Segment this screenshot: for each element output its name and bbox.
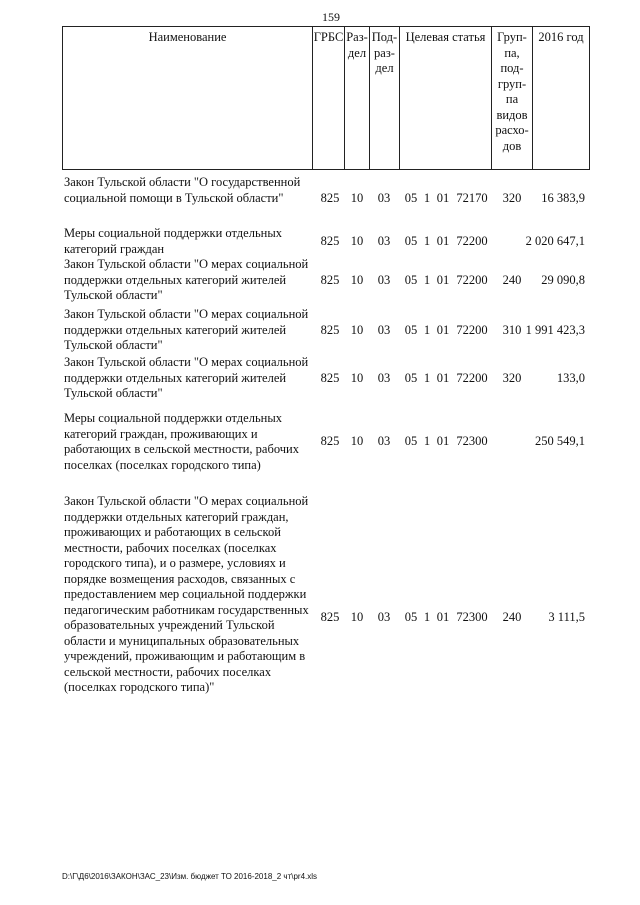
cell-target-main-event: 01 [436, 233, 450, 248]
table-row [62, 355, 588, 402]
cell-target-program: 05 [404, 610, 418, 625]
cell-target-direction: 72200 [456, 233, 488, 248]
header-podrazdel: Под- раз- дел [370, 27, 400, 169]
cell-name: Закон Тульской области "О мерах социальной поддержки отдельных категорий граждан, проживающих и работающих в сельской местности, рабочих поселках (поселках городского типа), и о размере, условиях и порядке возмещения расходов, связанных с предоставлением мер социальной поддержки педагогическим работникам государственных образовательных учреждений Тульской области и муниципальных образовательных учреждений, проживающим и работающим в сельской местности, рабочих поселках (поселках городского типа)" [64, 494, 309, 694]
cell-target-direction: 72200 [456, 370, 488, 385]
cell-podrazdel: 03 [377, 190, 391, 205]
cell-name: Меры социальной поддержки отдельных категорий граждан, проживающих и работающих в сельской местности, рабочих поселках (поселках городского типа) [64, 411, 299, 472]
cell-target-subprogram: 1 [423, 272, 431, 287]
cell-target-direction: 72200 [456, 272, 488, 287]
cell-amount: 250 549,1 [535, 434, 585, 449]
cell-target-program: 05 [404, 233, 418, 248]
cell-target-main-event: 01 [436, 610, 450, 625]
table-header [62, 26, 590, 170]
cell-target-subprogram: 1 [423, 434, 431, 449]
cell-razdel: 10 [350, 190, 364, 205]
cell-amount: 2 020 647,1 [525, 233, 585, 248]
cell-target-main-event: 01 [436, 190, 450, 205]
cell-name: Меры социальной поддержки отдельных категорий граждан [64, 226, 282, 256]
cell-podrazdel: 03 [377, 610, 391, 625]
cell-grbs: 825 [320, 233, 340, 248]
cell-group: 240 [502, 272, 522, 287]
cell-target-direction: 72170 [456, 190, 488, 205]
table-row [62, 494, 588, 742]
cell-amount: 16 383,9 [541, 190, 585, 205]
cell-group: 240 [502, 610, 522, 625]
cell-target-direction: 72300 [456, 610, 488, 625]
table-row [62, 226, 588, 257]
cell-target-subprogram: 1 [423, 370, 431, 385]
cell-target-direction: 72200 [456, 322, 488, 337]
cell-target-subprogram: 1 [423, 322, 431, 337]
cell-grbs: 825 [320, 370, 340, 385]
cell-podrazdel: 03 [377, 370, 391, 385]
cell-target-subprogram: 1 [423, 190, 431, 205]
cell-target-program: 05 [404, 434, 418, 449]
cell-grbs: 825 [320, 190, 340, 205]
cell-razdel: 10 [350, 322, 364, 337]
cell-amount: 133,0 [556, 370, 585, 385]
cell-grbs: 825 [320, 272, 340, 287]
header-grbs: ГРБС [313, 27, 345, 169]
table-row [62, 411, 588, 473]
cell-razdel: 10 [350, 272, 364, 287]
cell-group: 320 [502, 370, 522, 385]
cell-target-main-event: 01 [436, 322, 450, 337]
cell-grbs: 825 [320, 322, 340, 337]
cell-group: 320 [502, 190, 522, 205]
table-row [62, 307, 588, 354]
header-razdel: Раз- дел [345, 27, 370, 169]
header-name: Наименование [63, 27, 313, 169]
table-row [62, 175, 588, 222]
cell-target-main-event: 01 [436, 434, 450, 449]
cell-target-program: 05 [404, 370, 418, 385]
cell-podrazdel: 03 [377, 272, 391, 287]
cell-podrazdel: 03 [377, 322, 391, 337]
cell-podrazdel: 03 [377, 233, 391, 248]
cell-target-main-event: 01 [436, 272, 450, 287]
cell-podrazdel: 03 [377, 434, 391, 449]
header-target-article: Целевая статья [400, 27, 492, 169]
cell-razdel: 10 [350, 370, 364, 385]
header-year: 2016 год [538, 30, 584, 44]
cell-grbs: 825 [320, 434, 340, 449]
cell-name: Закон Тульской области "О мерах социальной поддержки отдельных категорий жителей Тульской области" [64, 257, 309, 302]
cell-target-program: 05 [404, 322, 418, 337]
cell-target-program: 05 [404, 190, 418, 205]
header-group: Груп- па, под- груп- па видов расхо- дов [492, 27, 533, 169]
cell-razdel: 10 [350, 233, 364, 248]
cell-grbs: 825 [320, 610, 340, 625]
cell-amount: 29 090,8 [541, 272, 585, 287]
cell-group: 310 [502, 322, 522, 337]
cell-target-subprogram: 1 [423, 233, 431, 248]
cell-razdel: 10 [350, 610, 364, 625]
cell-name: Закон Тульской области "О мерах социальной поддержки отдельных категорий жителей Тульской области" [64, 355, 309, 400]
page-number: 159 [322, 10, 340, 24]
cell-amount: 1 991 423,3 [525, 322, 585, 337]
cell-name: Закон Тульской области "О мерах социальной поддержки отдельных категорий жителей Тульской области" [64, 307, 309, 352]
file-path-footer: D:\Г\Д6\2016\ЗАКОН\ЗАС_23\Изм. бюджет ТО 2016-2018_2 чт\pr4.xls [62, 872, 318, 881]
cell-target-subprogram: 1 [423, 610, 431, 625]
cell-target-direction: 72300 [456, 434, 488, 449]
cell-razdel: 10 [350, 434, 364, 449]
cell-name: Закон Тульской области "О государственной социальной помощи в Тульской области" [64, 175, 301, 205]
cell-target-main-event: 01 [436, 370, 450, 385]
cell-amount: 3 111,5 [548, 610, 585, 625]
cell-target-program: 05 [404, 272, 418, 287]
table-row [62, 257, 588, 304]
